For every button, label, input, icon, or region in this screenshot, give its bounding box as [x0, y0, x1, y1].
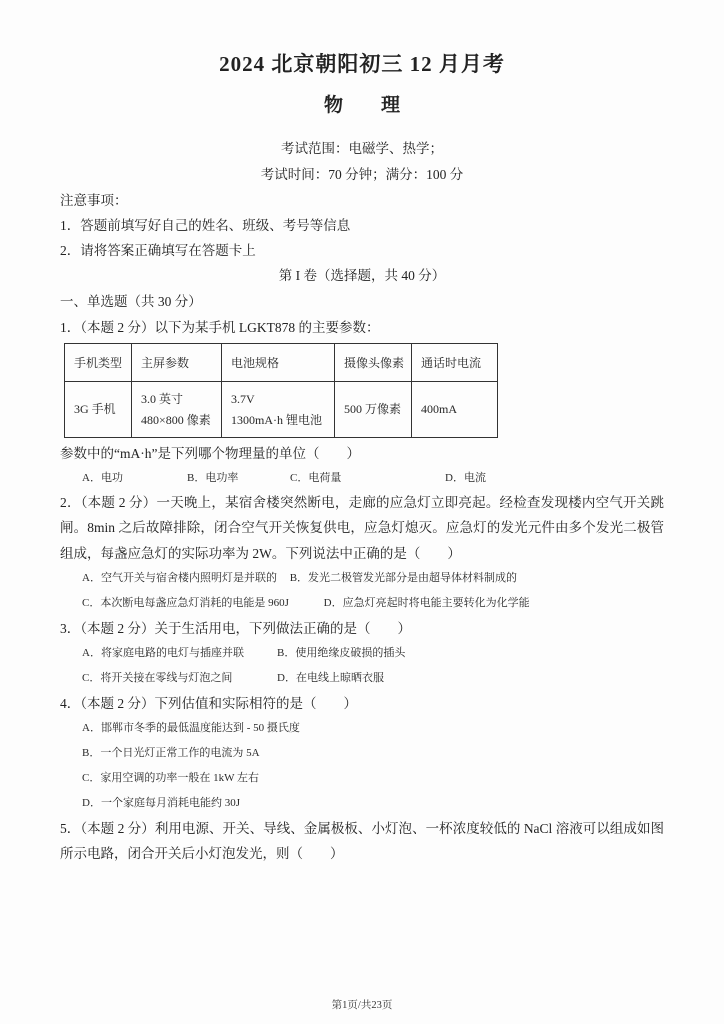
q3-option-b: B．使用绝缘皮破损的插头: [277, 646, 406, 659]
spec-header-call-current: 通话时电流: [412, 344, 498, 382]
q2-option-a: A．空气开关与宿舍楼内照明灯是并联的: [82, 571, 277, 584]
q3-option-c: C．将开关接在零线与灯泡之间: [82, 671, 233, 684]
q1-options: [60, 466, 664, 490]
spec-header-phone-type: 手机类型: [65, 344, 132, 382]
q1-option-b: B．电功率: [187, 472, 239, 484]
spec-header-screen: 主屏参数: [132, 344, 222, 382]
question-4: [60, 691, 664, 816]
volume-title: 第 I 卷（选择题，共 40 分）: [278, 268, 446, 283]
spec-table-header-row: [65, 344, 498, 382]
spec-table-data-row: [65, 382, 498, 438]
q2-options-row2: [60, 591, 664, 616]
q2-option-b: B．发光二极管发光部分是由超导体材料制成的: [289, 571, 518, 584]
spec-cell-battery: [222, 382, 335, 438]
q3-options-row2: [60, 666, 664, 691]
q2-options-row1: [60, 566, 664, 591]
exam-duration: 考试时间：70 分钟；满分：100 分: [260, 167, 464, 182]
q1-stem: 1．（本题 2 分）以下为某手机 LGKT878 的主要参数：: [60, 320, 380, 335]
q3-stem: 3．（本题 2 分）关于生活用电，下列做法正确的是（ ）: [60, 620, 411, 636]
question-3: [60, 616, 664, 691]
spec-cell-screen-line2: 480×800 像素: [141, 412, 211, 427]
q2-option-d: D．应急灯亮起时将电能主要转化为化学能: [323, 596, 530, 609]
spec-header-battery: 电池规格: [222, 344, 335, 382]
q2-stem: 2．（本题 2 分）一天晚上，某宿舍楼突然断电，走廊的应急灯立即亮起。经检查发现楼内空气开关跳闸。8min 之后故障排除，闭合空气开关恢复供电，应急灯熄灭。应急灯的发光元件由多个发光二极管组成，每盏应急灯的实际功率为 2W。下列说法中正确的是（ ）: [60, 495, 664, 561]
q1-option-d: D．电流: [445, 472, 486, 484]
q1-stem-continued: 参数中的“mA·h”是下列哪个物理量的单位（ ）: [60, 446, 360, 461]
exam-subject: 物 理: [323, 95, 400, 116]
question-2: [60, 490, 664, 616]
q2-option-c: C．本次断电每盏应急灯消耗的电能是 960J: [82, 596, 289, 609]
q3-options-row1: [60, 641, 664, 666]
spec-cell-call-current: 400mA: [412, 382, 498, 438]
question-5: [60, 816, 664, 867]
exam-title: 2024 北京朝阳初三 12 月月考: [219, 52, 505, 76]
q1-option-a: A．电功: [82, 472, 123, 484]
q3-option-a: A．将家庭电路的电灯与插座并联: [82, 646, 244, 659]
q5-stem: 5．（本题 2 分）利用电源、开关、导线、金属极板、小灯泡、一杯浓度较低的 NaCl 溶液可以组成如图所示电路，闭合开关后小灯泡发光，则（ ）: [60, 820, 664, 862]
spec-cell-screen: [132, 382, 222, 438]
q4-option-d: D．一个家庭每月消耗电能约 30J: [82, 796, 240, 809]
spec-cell-screen-line1: 3.0 英寸: [141, 391, 184, 406]
exam-scope: 考试范围：电磁学、热学；: [281, 141, 443, 156]
spec-cell-battery-line2: 1300mA·h 锂电池: [231, 412, 322, 427]
question-1: [60, 315, 664, 490]
note-item-2: 2．请将答案正确填写在答题卡上: [60, 243, 256, 258]
q3-option-d: D．在电线上晾晒衣服: [277, 671, 384, 684]
spec-cell-phone-type: 3G 手机: [65, 382, 132, 438]
spec-cell-camera: 500 万像素: [335, 382, 412, 438]
q4-stem: 4．（本题 2 分）下列估值和实际相符的是（ ）: [60, 695, 357, 711]
note-item-1: 1．答题前填写好自己的姓名、班级、考号等信息: [60, 218, 351, 233]
q1-option-c: C．电荷量: [290, 472, 342, 484]
q4-option-b: B．一个日光灯正常工作的电流为 5A: [82, 746, 260, 759]
section-title: 一、单选题（共 30 分）: [60, 294, 202, 309]
page-footer: 第1页/共23页: [331, 1000, 393, 1011]
q4-option-a: A．邯郸市冬季的最低温度能达到 - 50 摄氏度: [82, 721, 300, 734]
q4-option-c: C．家用空调的功率一般在 1kW 左右: [82, 771, 260, 784]
spec-cell-battery-line1: 3.7V: [231, 391, 255, 406]
notes-heading: 注意事项：: [60, 193, 128, 208]
spec-header-camera: 摄像头像素: [335, 344, 412, 382]
phone-specs-table: [64, 343, 498, 438]
